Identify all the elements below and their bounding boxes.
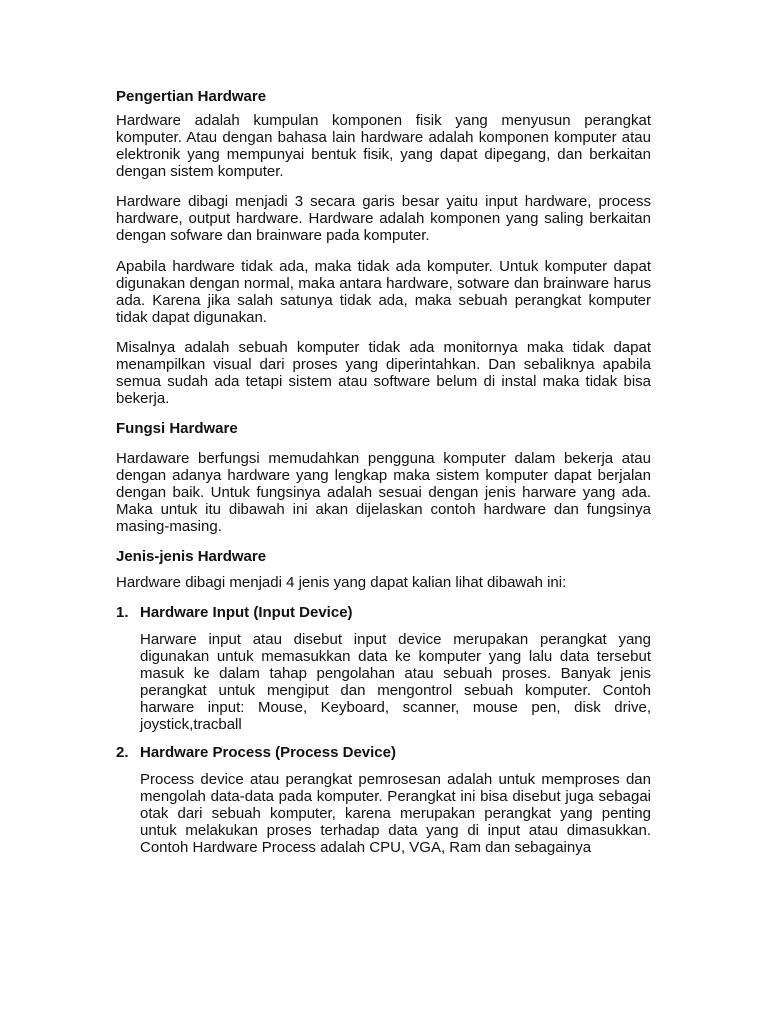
section-title-fungsi: Fungsi Hardware [116,420,238,437]
section-title-jenis: Jenis-jenis Hardware [116,548,267,565]
paragraph: Apabila hardware tidak ada, maka tidak ada komputer. Untuk komputer dapat digunakan dengan normal, maka antara hardware, sotware dan brainware harus ada. Karena jika salah satunya tidak ada, maka sebuah perangkat komputer tidak dapat digunakan. [116,258,651,326]
paragraph: Misalnya adalah sebuah komputer tidak ada monitornya maka tidak dapat menampilkan visual dari proses yang diperintahkan. Dan sebaliknya apabila semua sudah ada tetapi sistem atau software belum di instal maka tidak bisa bekerja. [116,339,651,407]
paragraph: Hardware adalah kumpulan komponen fisik yang menyusun perangkat komputer. Atau dengan bahasa lain hardware adalah komponen komputer atau elektronik yang mempunyai bentuk fisik, yang dapat dipegang, dan berkaitan dengan sistem komputer. [116,112,651,180]
paragraph: Hardware dibagi menjadi 3 secara garis besar yaitu input hardware, process hardware, output hardware. Hardware adalah komponen yang saling berkaitan dengan sofware dan brainware pada komputer. [116,193,651,244]
list-item-title: Hardware Process (Process Device) [140,744,396,761]
section-title-pengertian: Pengertian Hardware [116,88,267,105]
paragraph: Hardware dibagi menjadi 4 jenis yang dapat kalian lihat dibawah ini: [116,574,567,591]
list-item-title: Hardware Input (Input Device) [140,604,353,621]
list-number: 2. [116,744,129,761]
paragraph: Hardaware berfungsi memudahkan pengguna komputer dalam bekerja atau dengan adanya hardware yang lengkap maka sistem komputer dapat berjalan dengan baik. Untuk fungsinya adalah sesuai dengan jenis harware yang ada. Maka untuk itu dibawah ini akan dijelaskan contoh hardware dan fungsinya masing-masing. [116,450,651,535]
list-number: 1. [116,604,129,621]
list-item-text: Process device atau perangkat pemrosesan adalah untuk memproses dan mengolah data-data pada komputer. Perangkat ini bisa disebut juga sebagai otak dari sebuah komputer, karena merupakan perangkat yang penting untuk melakukan proses terhadap data yang di input atau dimasukkan. Contoh Hardware Process adalah CPU, VGA, Ram dan sebagainya [140,771,651,856]
list-item-text: Harware input atau disebut input device merupakan perangkat yang digunakan untuk memasukkan data ke komputer yang lalu data tersebut masuk ke dalam tahap pengolahan atau sebuah proses. Banyak jenis perangkat untuk mengiput dan mengontrol sebuah komputer. Contoh harware input: Mouse, Keyboard, scanner, mouse pen, disk drive, joystick,tracball [140,631,651,733]
